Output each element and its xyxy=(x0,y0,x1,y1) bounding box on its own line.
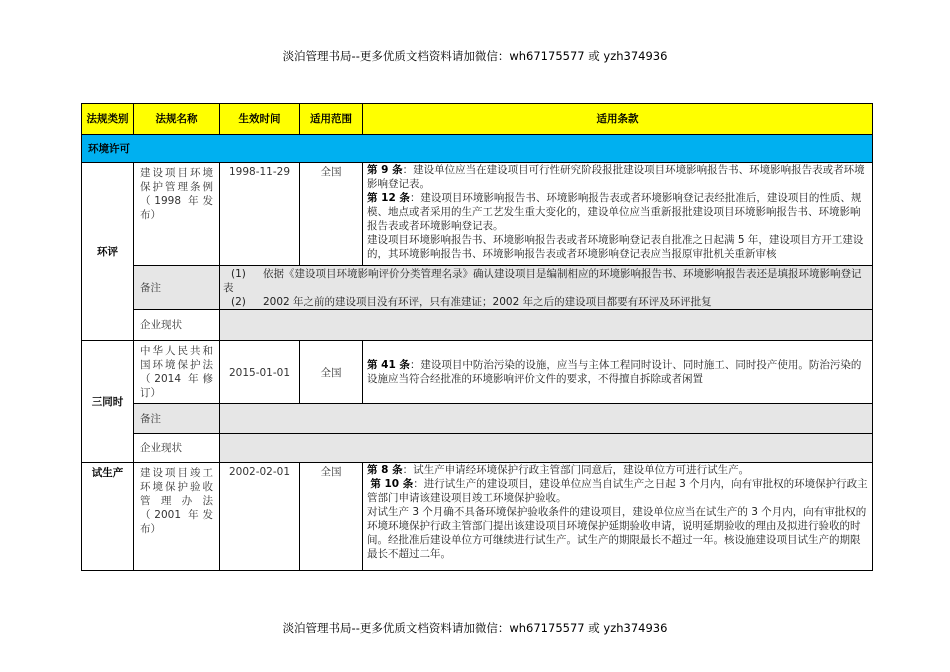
status-cell xyxy=(220,434,873,463)
table-row xyxy=(82,404,873,434)
category-cell: 环评 xyxy=(82,163,134,341)
scope-cell: 全国 xyxy=(300,341,363,404)
clause-paragraph: 第 12 条：建设项目环境影响报告书、环境影响报告表或者环境影响登记表经批准后，建设项目的性质、规模、地点或者采用的生产工艺发生重大变化的，建设单位应当重新报批建设项目环境影响报告书、环境影响报告表或者环境影响登记表。 xyxy=(367,192,862,232)
col-header-scope: 适用范围 xyxy=(300,104,363,135)
clause-cell xyxy=(363,341,873,404)
clause-paragraph: 建设项目环境影响报告书、环境影响报告表或者环境影响登记表自批准之日起满 5 年，建设项目方开工建设的，其环境影响报告书、环境影响报告表或者环境影响登记表应当报原审批机关重新审核 xyxy=(367,234,864,260)
note-cell xyxy=(220,266,873,310)
regulations-table xyxy=(81,103,873,571)
table-row xyxy=(82,163,873,266)
section-title: 环境许可 xyxy=(82,135,873,163)
note-item: (1) 依据《建设项目环境影响评价分类管理名录》确认建设项目是编制相应的环境影响报告书、环境影响报告表还是填报环境影响登记表 xyxy=(223,268,862,294)
effective-date-cell: 2002-02-01 xyxy=(220,463,300,571)
clause-paragraph: 第 41 条：建设项目中防治污染的设施，应当与主体工程同时设计、同时施工、同时投产使用。防治污染的设施应当符合经批准的环境影响评价文件的要求，不得擅自拆除或者闲置 xyxy=(367,359,862,385)
table-row xyxy=(82,341,873,404)
section-row xyxy=(82,135,873,163)
effective-date-cell: 1998-11-29 xyxy=(220,163,300,266)
clause-paragraph: 第 9 条：建设单位应当在建设项目可行性研究阶段报批建设项目环境影响报告书、环境影响报告表或者环境影响登记表。 xyxy=(367,164,865,190)
scope-cell: 全国 xyxy=(300,463,363,571)
note-cell xyxy=(220,404,873,434)
law-name-cell: 中华人民共和国环境保护法（2014 年修订） xyxy=(134,341,220,404)
clause-paragraph: 第 10 条：进行试生产的建设项目，建设单位应当自试生产之日起 3 个月内，向有审批权的环境保护行政主管部门申请该建设项目竣工环境保护验收。 xyxy=(367,478,868,504)
note-label: 备注 xyxy=(134,266,220,310)
table-row xyxy=(82,310,873,341)
page-footer: 淡泊管理书局--更多优质文档资料请加微信：wh67175577 或 yzh374936 xyxy=(282,621,668,635)
status-cell xyxy=(220,310,873,341)
status-label: 企业现状 xyxy=(134,310,220,341)
clause-paragraph: 第 8 条：试生产申请经环境保护行政主管部门同意后，建设单位方可进行试生产。 xyxy=(367,464,750,476)
status-label: 企业现状 xyxy=(134,434,220,463)
note-item: (2) 2002 年之前的建设项目没有环评，只有准建证；2002 年之后的建设项目都要有环评及环评批复 xyxy=(231,296,712,308)
clause-paragraph: 对试生产 3 个月确不具备环境保护验收条件的建设项目，建设单位应当在试生产的 3 个月内，向有审批权的环境环境保护行政主管部门提出该建设项目环境保护延期验收申请，说明延期验收的理由及拟进行验收的时间。经批准后建设单位方可继续进行试生产。试生产的期限最长不超过一年。核设施建设项目试生产的期限最长不超过二年。 xyxy=(367,506,867,560)
table-header-row xyxy=(82,104,873,135)
category-cell: 试生产 xyxy=(82,463,134,571)
col-header-clauses: 适用条款 xyxy=(363,104,873,135)
col-header-law-name: 法规名称 xyxy=(134,104,220,135)
effective-date-cell: 2015-01-01 xyxy=(220,341,300,404)
scope-cell: 全国 xyxy=(300,163,363,266)
page-header: 淡泊管理书局--更多优质文档资料请加微信：wh67175577 或 yzh374936 xyxy=(282,49,668,63)
category-cell: 三同时 xyxy=(82,341,134,463)
table-row xyxy=(82,463,873,571)
table-row xyxy=(82,434,873,463)
clause-cell xyxy=(363,163,873,266)
law-name-cell: 建设项目环境保护管理条例（1998 年发布） xyxy=(134,163,220,266)
col-header-category: 法规类别 xyxy=(82,104,134,135)
clause-cell xyxy=(363,463,873,571)
law-name-cell: 建设项目竣工环境保护验收管理办法（2001 年发布） xyxy=(134,463,220,571)
table-row xyxy=(82,266,873,310)
col-header-effective-date: 生效时间 xyxy=(220,104,300,135)
note-label: 备注 xyxy=(134,404,220,434)
